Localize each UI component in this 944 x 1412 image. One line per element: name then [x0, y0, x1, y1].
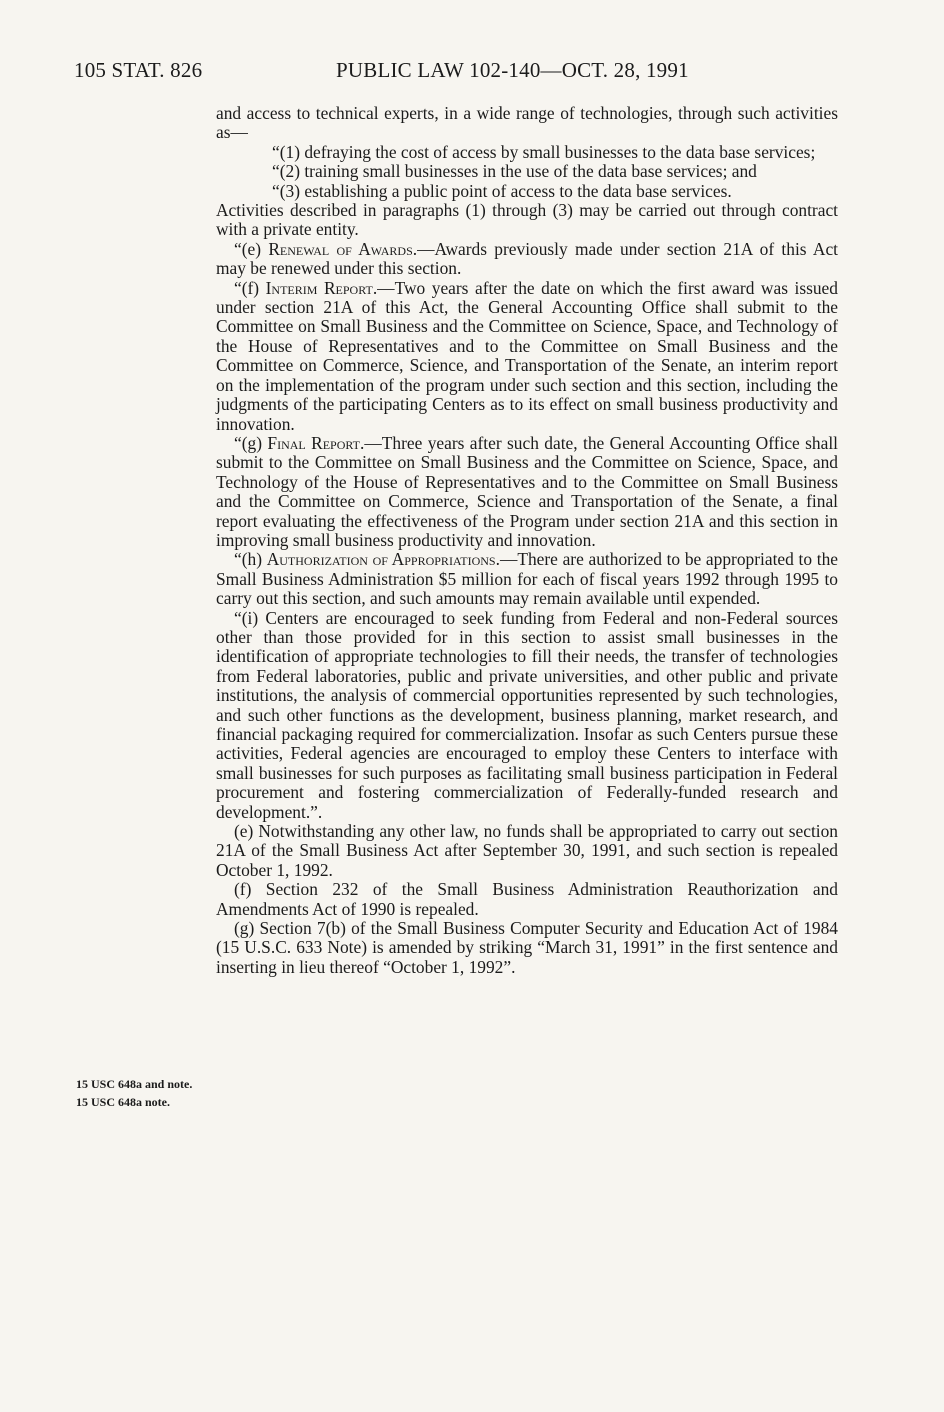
paragraph: [216, 279, 838, 434]
page-reference: 105 STAT. 826: [74, 58, 203, 82]
margin-note: 15 USC 648a and note.: [76, 1077, 193, 1091]
paragraph: “(3) establishing a public point of access to the data base services.: [272, 180, 732, 201]
paragraph: (e) Notwithstanding any other law, no funds shall be appropriated to carry out section 21A of the Small Business Act after September 30, 1991, and such section is repealed October 1, 1992.: [216, 821, 838, 880]
section-prefix: “(h): [234, 549, 267, 570]
section-prefix: “(f): [234, 277, 266, 298]
paragraph: (g) Section 7(b) of the Small Business Computer Security and Education Act of 1984 (15 U.S.C. 633 Note) is amended by striking “March 31, 1991” in the first sentence and inserting in lieu thereof “October 1, 1992”.: [216, 918, 838, 977]
margin-notes: [76, 1078, 194, 1114]
section-text: .—Awards previously made under section 21A of this Act may be renewed under this section.: [216, 238, 838, 279]
section-prefix: “(e): [234, 238, 269, 259]
document-body: [216, 104, 838, 977]
section-prefix: “(g): [234, 432, 268, 453]
paragraph: “(i) Centers are encouraged to seek funding from Federal and non-Federal sources other than those provided for in this section to assist small businesses in the identification of appropriate technologies to fill their needs, the transfer of technologies from Federal laboratories, public and private universities, and other public and private institutions, the analysis of commercial opportunities represented by such technologies, and such other functions as the development, business planning, market research, and financial packaging required for commercialization. Insofar as such Centers pursue these activities, Federal agencies are encouraged to employ these Centers to interface with small businesses for such purposes as facilitating small business participation in Federal procurement and fostering commercialization of Federally-funded research and development.”.: [216, 607, 838, 822]
law-title: PUBLIC LAW 102-140—OCT. 28, 1991: [336, 58, 689, 82]
paragraph: [216, 240, 838, 279]
section-text: .—Three years after such date, the General Accounting Office shall submit to the Committee on Small Business and the Committee on Science, Space, and Technology of the House of Representatives and to the Committee on Small Business and the Committee on Commerce, Science and Transportation of the Senate, a final report evaluating the effectiveness of the Program under section 21A and this section in improving small business productivity and innovation.: [216, 432, 838, 550]
section-heading: Renewal of Awards: [268, 238, 413, 259]
margin-note: 15 USC 648a note.: [76, 1095, 171, 1109]
page-header: [74, 58, 834, 88]
paragraph: and access to technical experts, in a wide range of technologies, through such activities as—: [216, 103, 838, 143]
section-heading: Authorization of Appropriations: [266, 549, 496, 570]
section-text: .—There are authorized to be appropriated to the Small Business Administration $5 million for each of fiscal years 1992 through 1995 to carry out this section, and such amounts may remain available until expended.: [216, 549, 838, 609]
section-heading: Interim Report: [265, 277, 373, 298]
paragraph: “(1) defraying the cost of access by small businesses to the data base services;: [272, 141, 816, 162]
paragraph: (f) Section 232 of the Small Business Administration Reauthorization and Amendments Act of 1990 is repealed.: [216, 879, 838, 919]
paragraph: “(2) training small businesses in the use of the data base services; and: [272, 161, 757, 182]
section-text: .—Two years after the date on which the first award was issued under section 21A of this Act, the General Accounting Office shall submit to the Committee on Small Business and the Committee on Science, Space, and Technology of the House of Representatives and to the Committee on Small Business and the Committee on Commerce, Science, and Transportation of the Senate, an interim report on the implementation of the program under such section and this section, including the judgments of the participating Centers as to its effect on small business productivity and innovation.: [216, 277, 838, 434]
paragraph: Activities described in paragraphs (1) through (3) may be carried out through contract with a private entity.: [216, 200, 838, 240]
paragraph: [216, 434, 838, 550]
section-heading: Final Report: [267, 432, 361, 453]
paragraph: [216, 550, 838, 608]
